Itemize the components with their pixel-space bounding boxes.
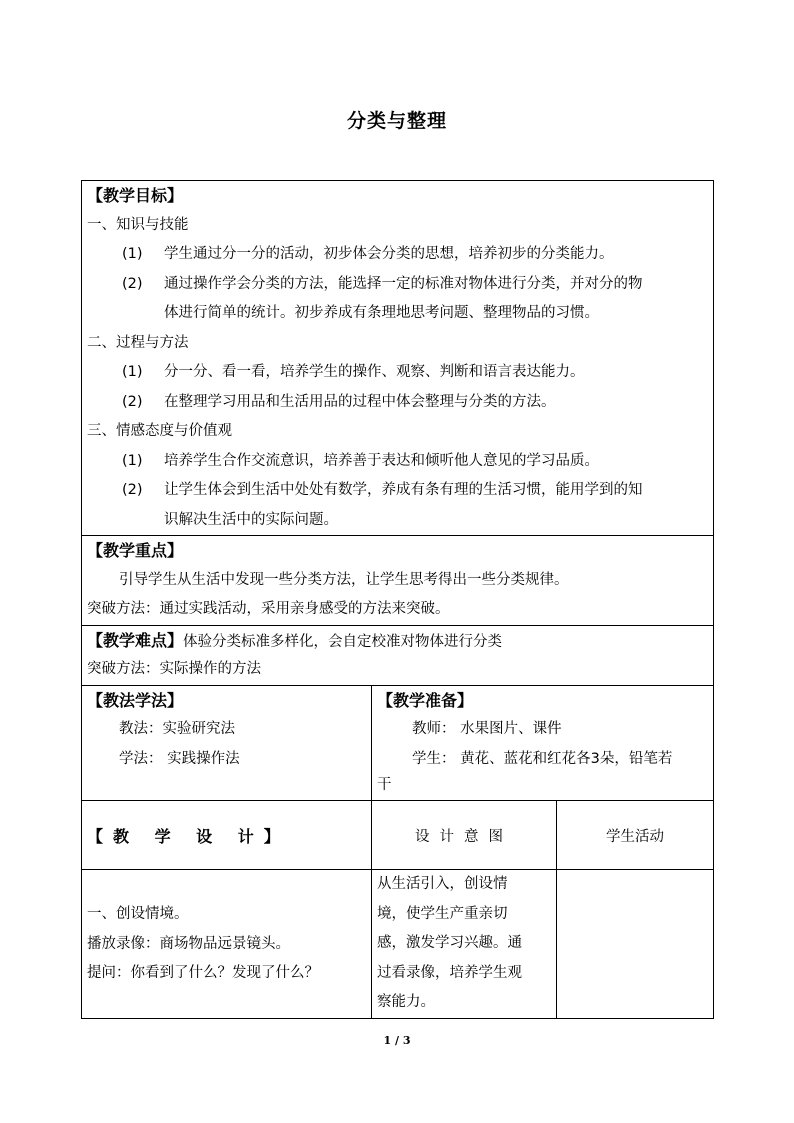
item-text: 在整理学习用品和生活用品的过程中体会整理与分类的方法。 — [164, 393, 556, 410]
section-title: 三、情感态度与价值观 — [87, 423, 232, 439]
objectives-heading: 【教学目标】 — [87, 186, 184, 205]
intent-header: 设计意图 — [415, 828, 513, 845]
item-number: (1) — [122, 452, 143, 469]
activity-header-cell — [557, 801, 714, 870]
methods-heading: 【教法学法】 — [87, 690, 184, 710]
student-preparation-continued: 干 — [377, 777, 392, 793]
student-preparation: 学生： 黄花、蓝花和红花各3朵，铅笔若 — [412, 750, 673, 767]
key-points-method: 突破方法：通过实践活动，采用亲身感受的方法来突破。 — [87, 601, 450, 617]
objectives-cell — [82, 181, 714, 536]
page-number: 1 / 3 — [383, 1034, 411, 1047]
design-intent-cell — [372, 870, 557, 1019]
item-text-continued: 识解决生活中的实际问题。 — [164, 511, 338, 528]
item-text: 培养学生合作交流意识，培养善于表达和倾听他人意见的学习品质。 — [164, 452, 599, 469]
item-number: (2) — [122, 275, 143, 292]
section-title: 一、知识与技能 — [87, 216, 189, 233]
intent-header-cell — [372, 801, 557, 870]
key-points-text: 引导学生从生活中发现一些分类方法，让学生思考得出一些分类规律。 — [119, 571, 569, 588]
difficulties-heading: 【教学难点】 — [87, 630, 184, 650]
intent-line: 境，使学生产重亲切 — [377, 905, 508, 922]
item-text: 学生通过分一分的活动，初步体会分类的思想，培养初步的分类能力。 — [164, 246, 614, 262]
objective-item — [82, 476, 713, 506]
design-line: 一、创设情境。 — [87, 906, 189, 922]
difficulties-method: 突破方法：实际操作的方法 — [87, 661, 261, 677]
preparation-heading: 【教学准备】 — [377, 690, 474, 710]
teacher-preparation: 教师： 水果图片、课件 — [412, 721, 562, 737]
item-number: (1) — [122, 246, 143, 262]
difficulties-cell — [82, 625, 714, 685]
teaching-method: 教法：实验研究法 — [119, 721, 235, 737]
objective-item — [82, 388, 713, 418]
item-text-continued: 体进行简单的统计。初步养成有条理地思考问题、整理物品的习惯。 — [164, 305, 599, 321]
section-title: 二、过程与方法 — [87, 334, 189, 351]
item-number: (2) — [122, 393, 143, 410]
objective-item — [82, 447, 713, 477]
design-heading-cell — [82, 801, 372, 870]
design-content-cell — [82, 870, 372, 1019]
intent-line: 过看录像，培养学生观 — [377, 964, 522, 981]
preparation-cell — [372, 685, 714, 801]
objective-item — [82, 240, 713, 270]
document-title: 分类与整理 — [346, 110, 447, 132]
key-points-heading: 【教学重点】 — [87, 541, 184, 560]
intent-line: 从生活引入，创设情 — [377, 876, 508, 892]
methods-cell — [82, 685, 372, 801]
key-points-cell — [82, 536, 714, 626]
lesson-plan-table — [81, 180, 714, 1019]
item-text: 分一分、看一看，培养学生的操作、观察、判断和语言表达能力。 — [164, 364, 585, 380]
item-text: 通过操作学会分类的方法，能选择一定的标准对物体进行分类，并对分的物 — [164, 275, 643, 292]
design-activity-cell — [557, 870, 714, 1019]
item-text: 让学生体会到生活中处处有数学，养成有条有理的生活习惯，能用学到的知 — [164, 482, 643, 498]
design-line: 提问：你看到了什么？发现了什么？ — [87, 965, 319, 981]
design-heading: 【教 学 设 计】 — [87, 826, 290, 846]
design-line: 播放录像：商场物品远景镜头。 — [87, 935, 290, 952]
item-number: (2) — [122, 482, 143, 498]
objective-item — [82, 358, 713, 388]
difficulties-text: 体验分类标准多样化，会自定校准对物体进行分类 — [183, 633, 503, 650]
learning-method: 学法： 实践操作法 — [119, 750, 240, 767]
intent-line: 感，激发学习兴趣。通 — [377, 935, 522, 951]
objective-item — [82, 270, 713, 300]
intent-line: 察能力。 — [377, 994, 435, 1010]
item-number: (1) — [122, 364, 143, 380]
activity-header: 学生活动 — [606, 828, 665, 845]
